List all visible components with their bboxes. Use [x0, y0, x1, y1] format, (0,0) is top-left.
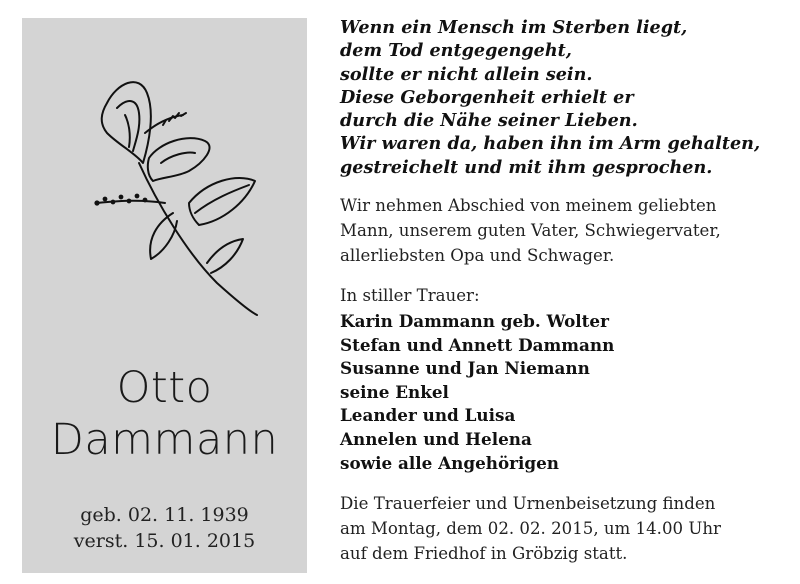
mourner-entry: Leander und Luisa	[340, 405, 516, 426]
poem-line: sollte er nicht allein sein.	[340, 63, 593, 85]
mourner-entry: Stefan und Annett Dammann	[340, 334, 615, 355]
funeral-line: am Montag, dem 02. 02. 2015, um 14.00 Uhr	[340, 519, 721, 538]
funeral-notice	[340, 491, 770, 566]
memorial-poem	[340, 16, 780, 179]
funeral-line: auf dem Friedhof in Gröbzig statt.	[340, 544, 628, 563]
mourner-entry: Karin Dammann geb. Wolter	[340, 311, 609, 331]
poem-line: Diese Geborgenheit erhielt er	[340, 86, 634, 108]
mourners-list	[340, 310, 770, 475]
death-date: verst. 15. 01. 2015	[73, 530, 256, 552]
sorrow-label: In stiller Trauer:	[340, 286, 480, 305]
mourner-entry: Susanne und Jan Niemann	[340, 358, 590, 379]
birth-date: geb. 02. 11. 1939	[80, 504, 249, 526]
farewell-line: Wir nehmen Abschied von meinem geliebten	[340, 196, 717, 215]
farewell-text	[340, 193, 770, 268]
funeral-line: Die Trauerfeier und Urnenbeisetzung finden	[340, 494, 716, 513]
mourner-entry: Annelen und Helena	[340, 428, 532, 449]
mourner-entry: sowie alle Angehörigen	[340, 452, 559, 473]
poem-line: dem Tod entgegengeht,	[340, 40, 572, 62]
poem-line: gestreichelt und mit ihm gesprochen.	[340, 156, 713, 178]
deceased-first-name: Otto	[116, 363, 213, 413]
poem-line: Wenn ein Mensch im Sterben liegt,	[340, 17, 688, 38]
mourner-entry: seine Enkel	[340, 381, 449, 402]
poem-line: Wir waren da, haben ihn im Arm gehalten,	[340, 133, 761, 155]
obituary-name-panel	[22, 18, 307, 573]
calla-lily-illustration	[77, 63, 267, 323]
farewell-line: allerliebsten Opa und Schwager.	[340, 246, 615, 265]
deceased-last-name: Dammann	[50, 415, 279, 465]
poem-line: durch die Nähe seiner Lieben.	[340, 110, 638, 132]
farewell-line: Mann, unserem guten Vater, Schwiegervater,	[340, 221, 721, 240]
